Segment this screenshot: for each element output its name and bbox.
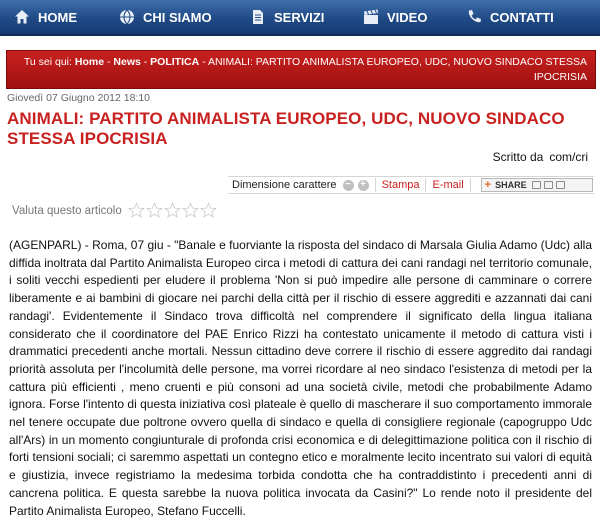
rating-star-icon[interactable] [164,202,181,219]
share-service-icons [532,181,565,189]
nav-contatti-label: CONTATTI [490,9,554,25]
share-plus-icon: + [484,179,492,191]
rating-star-icon[interactable] [182,202,199,219]
share-service-icon [544,181,553,189]
share-label: SHARE [495,180,527,190]
font-increase-button[interactable]: + [358,180,369,191]
nav-servizi[interactable] [249,0,324,35]
author-name: com/cri [549,150,588,164]
print-link[interactable]: Stampa [381,179,420,191]
article-rating [12,202,218,219]
article-date: Giovedì 07 Giugno 2012 18:10 [7,92,151,104]
toolbar-divider [470,178,471,192]
toolbar-divider [375,178,376,192]
breadcrumb-current: ANIMALI: PARTITO ANIMALISTA EUROPEO, UDC, NUOVO SINDACO STESSA IPOCRISIA [207,56,587,83]
font-decrease-button[interactable]: − [343,180,354,191]
globe-icon [118,8,136,26]
rating-label: Valuta questo articolo [12,204,122,217]
rating-star-icon[interactable] [128,202,145,219]
nav-servizi-label: SERVIZI [274,9,325,25]
nav-contatti[interactable] [465,0,554,35]
nav-home[interactable] [13,0,77,35]
nav-home-label: HOME [38,9,77,25]
main-navbar [0,0,600,36]
email-link[interactable]: E-mail [432,179,464,191]
breadcrumb-separator: - [143,56,148,68]
nav-chi-siamo-label: CHI SIAMO [143,9,212,25]
nav-chi-siamo[interactable] [118,0,212,35]
breadcrumb-separator: - [106,56,111,68]
article-toolbar [228,176,594,194]
nav-video[interactable] [362,0,427,35]
clapperboard-icon [362,8,380,26]
rating-star-icon[interactable] [146,202,163,219]
share-service-icon [556,181,565,189]
breadcrumb-politica-link[interactable]: POLITICA [150,56,200,68]
document-icon [249,8,267,26]
article-body: (AGENPARL) - Roma, 07 giu - "Banale e fuorviante la risposta del sindaco di Marsala Giulia Adamo (Udc) alla diffida inoltrata dal Partito Animalista Europeo circa i metodi di cattura dei cani randagi nel territorio comunale, i soliti vecchi espedienti per eludere il problema 'Non si può impedire alle persone di camminare o correre liberamente e ai bambini di giocare nei parchi della città per il rischio di essere aggrediti e azzannati dai cani randagi'. Evidentemente il Sindaco trova difficoltà nel comprendere il significato della lingua italiana considerato che il coordinatore del PAE Enrico Rizzi ha contestato unicamente il metodo di cattura visti i drammatici precedenti anche mortali. Nessun cittadino deve correre il rischio di essere aggredito dai randagi priorità assoluta per l'incolumità delle persone, ma vorrei ricordare al neo sindaco l'esistenza di metodi per la cattura più efficienti , meno cruenti e più consoni ad una società civile, metodi che probabilmente Adamo ignora. Forse l'intento di questa iniziativa così plateale è quello di mascherare il suo comportamento immorale nel tenere occupate due poltrone ovvero quella di sindaco e quella di consigliere regionale (capogruppo Udc all'Ars) in un momento congiunturale di profonda crisi economica e di delegittimazione politica con il rischio di forti tensioni sociali; ci saremmo aspettati un contegno etico e moralmente lecito incentrato sui valori di equità e giustizia, invece registriamo la medesima torbida condotta che ha contraddistinto i precedenti anni di cancrena politica. E questa sarebbe la nuova politica invocata da Casini?" Lo rende noto il presidente del Partito Animalista Europeo, Stefano Fuccelli. [9,238,592,518]
nav-video-label: VIDEO [387,9,428,25]
author-label: Scritto da [492,150,544,164]
article-author [493,150,588,164]
breadcrumb [6,50,596,89]
breadcrumb-home-link[interactable]: Home [74,56,105,68]
toolbar-divider [425,178,426,192]
share-service-icon [532,181,541,189]
breadcrumb-separator: - [202,56,206,68]
rating-star-icon[interactable] [200,202,217,219]
phone-icon [465,8,483,26]
article-title: ANIMALI: PARTITO ANIMALISTA EUROPEO, UDC, NUOVO SINDACO STESSA IPOCRISIA [7,109,565,148]
breadcrumb-prefix: Tu sei qui: [23,56,72,68]
home-icon [13,8,31,26]
share-button[interactable] [481,178,593,192]
breadcrumb-news-link[interactable]: News [113,56,141,68]
font-size-label: Dimensione carattere [232,179,337,191]
